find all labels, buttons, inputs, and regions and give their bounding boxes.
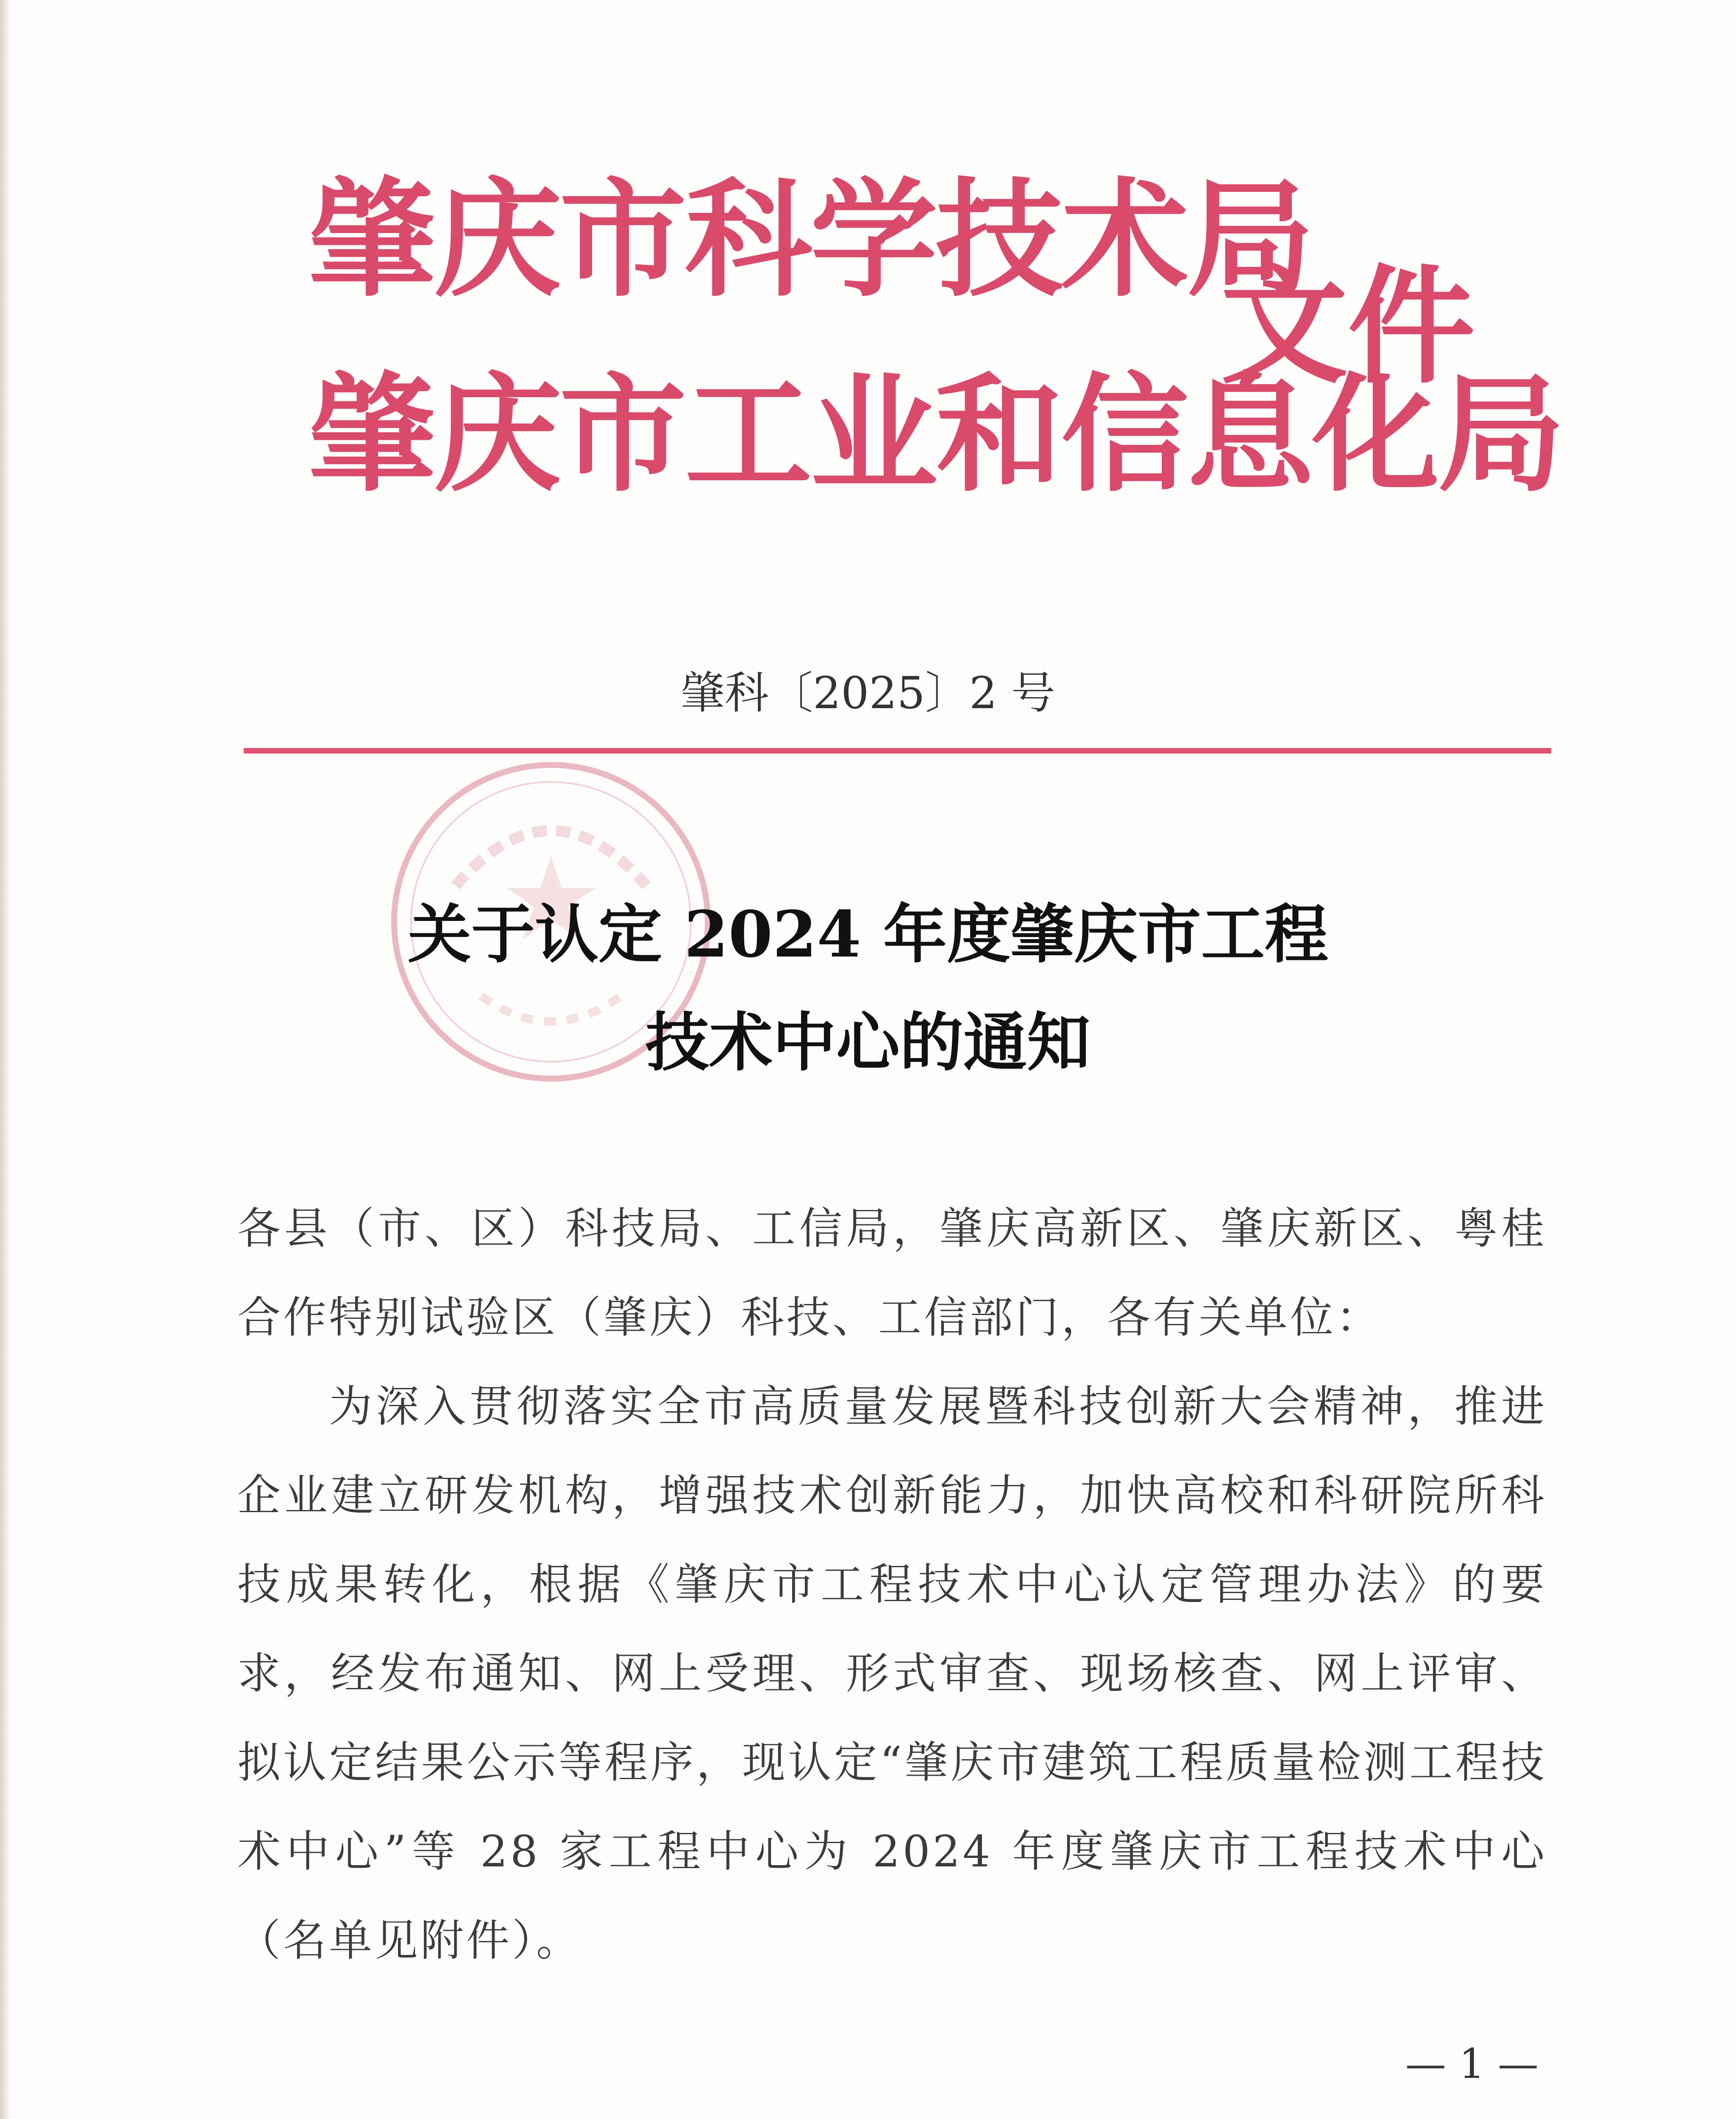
issuer-line-2: 肇庆市工业和信息化局	[309, 359, 1563, 509]
salutation: 各县（市、区）科技局、工信局，肇庆高新区、肇庆新区、粤桂合作特别试验区（肇庆）科技、工信部门，各有关单位：	[237, 1204, 1547, 1343]
document-type-label: 文件	[1221, 251, 1475, 401]
page-number: — 1 —	[1405, 2040, 1538, 2088]
red-separator-rule	[244, 748, 1551, 754]
notice-title-line-2: 技术中心的通知	[645, 1005, 1091, 1080]
document-number: 肇科〔2025〕2 号	[681, 667, 1055, 719]
issuer-line-1: 肇庆市科学技术局	[309, 164, 1312, 314]
body-paragraph: 为深入贯彻落实全市高质量发展暨科技创新大会精神，推进企业建立研发机构，增强技术创新能力，加快高校和科研院所科技成果转化，根据《肇庆市工程技术中心认定管理办法》的要求，经发布通知、网上受理、形式审查、现场核查、网上评审、拟认定结果公示等程序，现认定“肇庆市建筑工程质量检测工程技术中心”等 28 家工程中心为 2024 年度肇庆市工程技术中心（名单见附件）。	[237, 1382, 1547, 1966]
notice-title-line-1: 关于认定 2024 年度肇庆市工程	[408, 897, 1328, 972]
